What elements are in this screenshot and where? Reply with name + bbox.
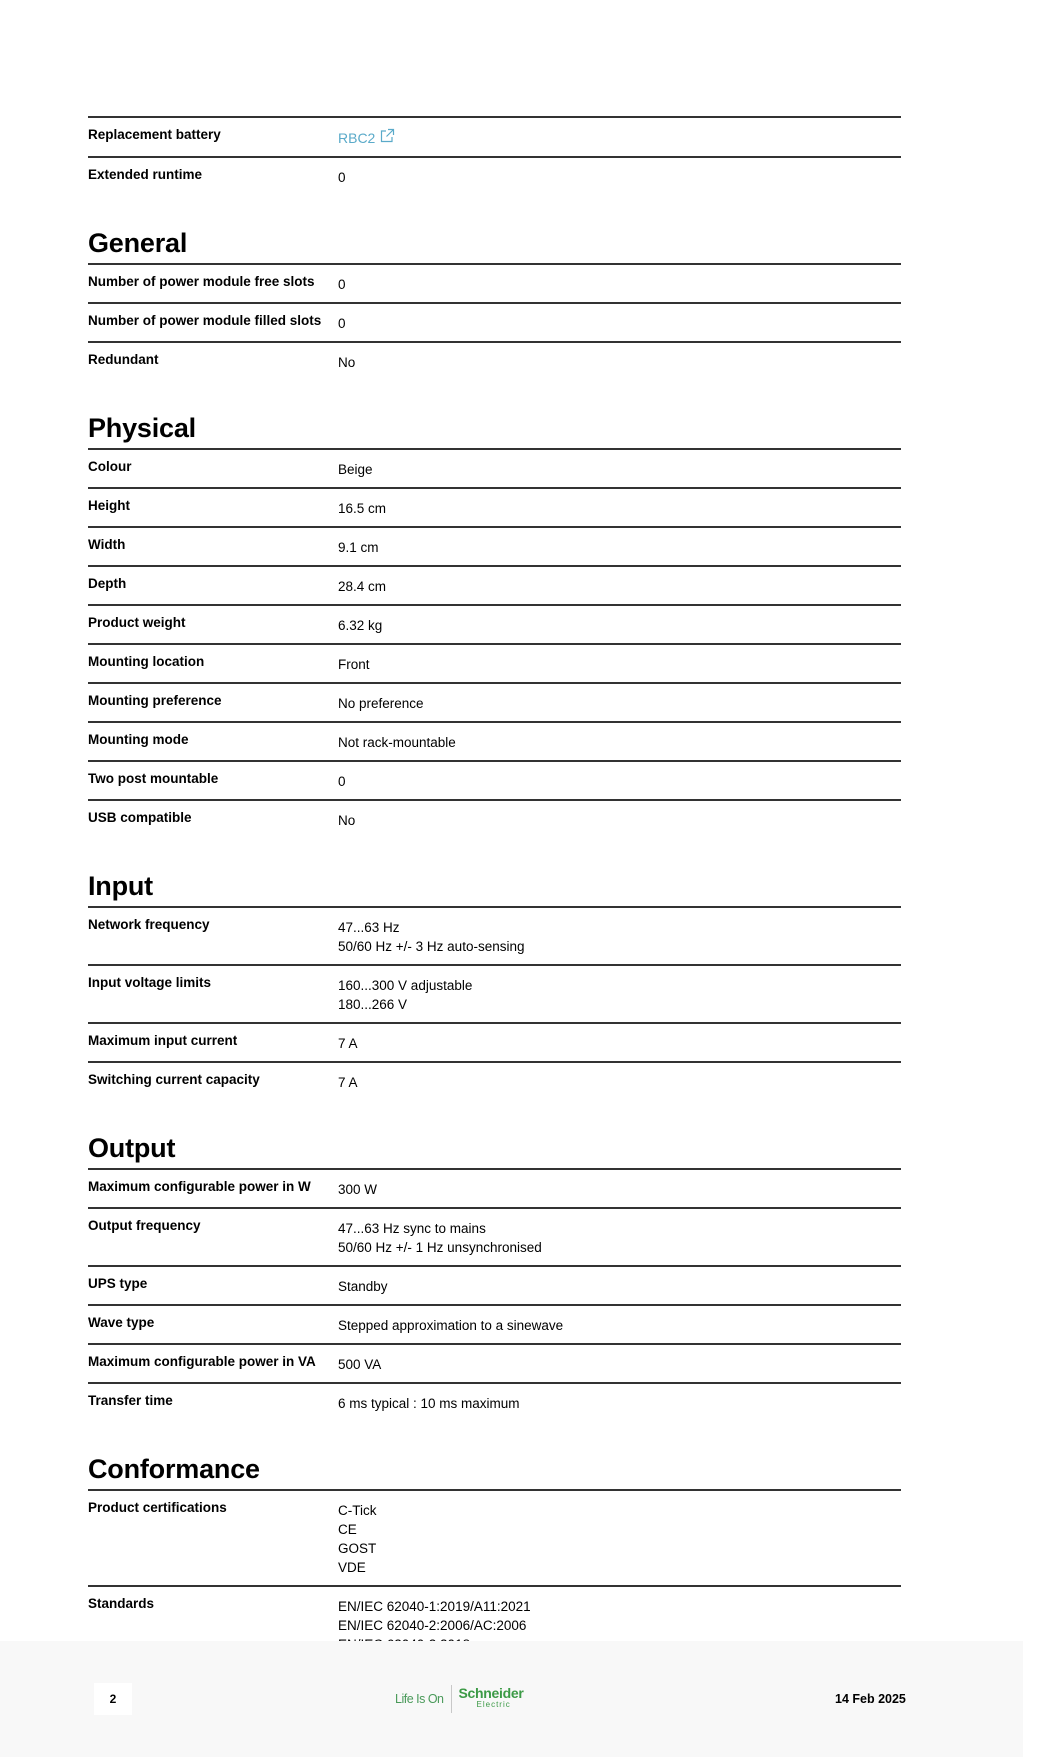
spec-value: 7 A (338, 1075, 358, 1090)
spec-value: Front (338, 657, 370, 672)
logo-brand (459, 1687, 524, 1711)
spec-label: Mounting mode (88, 732, 189, 747)
spec-value: GOST (338, 1541, 377, 1556)
spec-values (338, 733, 901, 752)
spec-values (338, 275, 901, 294)
spec-label: Replacement battery (88, 127, 221, 142)
spec-values (338, 1219, 901, 1257)
section-title: Conformance (88, 1454, 260, 1484)
spec-value: CE (338, 1522, 357, 1537)
spec-value: Not rack-mountable (338, 735, 456, 750)
spec-values (338, 168, 901, 187)
section-title: Physical (88, 413, 196, 443)
spec-values (338, 976, 901, 1014)
spec-label: Wave type (88, 1315, 155, 1330)
spec-label: Standards (88, 1596, 155, 1611)
spec-values (338, 1501, 901, 1577)
top-spec-table (88, 116, 901, 195)
spec-values (338, 314, 901, 333)
spec-values (338, 460, 901, 479)
spec-row (88, 1168, 901, 1207)
spec-row (88, 263, 901, 302)
page-number: 2 (94, 1683, 132, 1715)
spec-value: Beige (338, 462, 373, 477)
spec-value: 160...300 V adjustable (338, 978, 473, 993)
spec-values (338, 1355, 901, 1374)
spec-label: Colour (88, 459, 132, 474)
spec-values (338, 577, 901, 596)
spec-row (88, 1382, 901, 1421)
spec-row-extended-runtime (88, 156, 901, 195)
spec-section-general (88, 195, 901, 380)
spec-label: Product weight (88, 615, 186, 630)
spec-row (88, 906, 901, 964)
spec-value: 0 (338, 316, 346, 331)
spec-label: UPS type (88, 1276, 148, 1291)
spec-values (338, 1034, 901, 1053)
spec-value: EN/IEC 62040-1:2019/A11:2021 (338, 1599, 531, 1614)
spec-value: 500 VA (338, 1357, 382, 1372)
spec-label: Maximum input current (88, 1033, 238, 1048)
spec-value: 6 ms typical : 10 ms maximum (338, 1396, 520, 1411)
spec-value: 180...266 V (338, 997, 408, 1012)
section-title: Input (88, 871, 153, 901)
spec-table (88, 1489, 901, 1662)
spec-values (338, 538, 901, 557)
spec-label: Input voltage limits (88, 975, 212, 990)
spec-value: 0 (338, 277, 346, 292)
spec-value: 50/60 Hz +/- 1 Hz unsynchronised (338, 1240, 542, 1255)
spec-label: Mounting preference (88, 693, 222, 708)
spec-label: Mounting location (88, 654, 205, 669)
spec-row (88, 448, 901, 487)
spec-values (338, 694, 901, 713)
spec-row-replacement-battery (88, 116, 901, 156)
spec-label: Depth (88, 576, 127, 591)
logo-brand-name: Schneider (458, 1685, 524, 1701)
spec-values (338, 772, 901, 791)
spec-values (338, 128, 901, 148)
logo-tagline: Life Is On (395, 1692, 444, 1706)
spec-value: C-Tick (338, 1503, 377, 1518)
spec-values (338, 616, 901, 635)
spec-label: Number of power module free slots (88, 274, 315, 289)
spec-value: VDE (338, 1560, 366, 1575)
spec-row (88, 799, 901, 838)
spec-row (88, 565, 901, 604)
spec-label: Maximum configurable power in VA (88, 1354, 316, 1369)
spec-row (88, 487, 901, 526)
spec-values (338, 811, 901, 830)
spec-label: Maximum configurable power in W (88, 1179, 311, 1194)
spec-values (338, 1316, 901, 1335)
spec-value: Stepped approximation to a sinewave (338, 1318, 564, 1333)
spec-content (88, 116, 901, 1662)
logo-brand-sub: Electric (476, 1700, 511, 1709)
spec-value: 0 (338, 170, 346, 185)
spec-section-conformance (88, 1421, 901, 1662)
spec-section-input (88, 838, 901, 1100)
section-title: Output (88, 1133, 176, 1163)
spec-row (88, 526, 901, 565)
schneider-logo (395, 1684, 524, 1714)
spec-row (88, 721, 901, 760)
spec-values (338, 1180, 901, 1199)
spec-row (88, 643, 901, 682)
spec-row (88, 760, 901, 799)
section-title: General (88, 228, 188, 258)
replacement-battery-link[interactable] (338, 130, 395, 146)
spec-value: No preference (338, 696, 424, 711)
spec-values (338, 1277, 901, 1296)
external-link-icon (379, 128, 395, 144)
spec-values (338, 918, 901, 956)
spec-label: Transfer time (88, 1393, 173, 1408)
footer-date: 14 Feb 2025 (835, 1692, 906, 1706)
spec-value: 50/60 Hz +/- 3 Hz auto-sensing (338, 939, 525, 954)
spec-value: 7 A (338, 1036, 358, 1051)
spec-values (338, 655, 901, 674)
spec-row (88, 1489, 901, 1585)
spec-label: Number of power module filled slots (88, 313, 322, 328)
spec-label: Product certifications (88, 1500, 227, 1515)
page-footer (0, 1641, 1023, 1757)
spec-label: Height (88, 498, 130, 513)
spec-value: 16.5 cm (338, 501, 387, 516)
spec-values (338, 353, 901, 372)
spec-row (88, 341, 901, 380)
spec-row (88, 964, 901, 1022)
spec-label: Output frequency (88, 1218, 201, 1233)
spec-value: EN/IEC 62040-2:2006/AC:2006 (338, 1618, 527, 1633)
spec-row (88, 302, 901, 341)
spec-label: Width (88, 537, 126, 552)
spec-value: Standby (338, 1279, 388, 1294)
spec-value: 300 W (338, 1182, 378, 1197)
spec-values (338, 1394, 901, 1413)
spec-row (88, 1022, 901, 1061)
spec-value: No (338, 355, 356, 370)
spec-label: Extended runtime (88, 167, 203, 182)
spec-row (88, 1304, 901, 1343)
spec-section-physical (88, 380, 901, 838)
spec-value: 6.32 kg (338, 618, 383, 633)
spec-table (88, 906, 901, 1100)
spec-values (338, 1073, 901, 1092)
spec-row (88, 604, 901, 643)
spec-label: Network frequency (88, 917, 210, 932)
spec-label: Switching current capacity (88, 1072, 260, 1087)
spec-value: 28.4 cm (338, 579, 387, 594)
spec-value: 47...63 Hz (338, 920, 400, 935)
spec-row (88, 1061, 901, 1100)
spec-values (338, 499, 901, 518)
spec-row (88, 682, 901, 721)
spec-section-output (88, 1100, 901, 1421)
spec-row (88, 1265, 901, 1304)
spec-label: USB compatible (88, 810, 192, 825)
replacement-battery-link-text[interactable]: RBC2 (338, 130, 376, 146)
logo-divider (451, 1685, 452, 1713)
spec-sections (88, 195, 901, 1662)
spec-row (88, 1343, 901, 1382)
spec-row (88, 1207, 901, 1265)
spec-value: 47...63 Hz sync to mains (338, 1221, 486, 1236)
spec-label: Redundant (88, 352, 159, 367)
spec-table (88, 1168, 901, 1421)
spec-value: 0 (338, 774, 346, 789)
spec-table (88, 448, 901, 838)
spec-label: Two post mountable (88, 771, 219, 786)
spec-value: No (338, 813, 356, 828)
spec-table (88, 263, 901, 380)
spec-value: 9.1 cm (338, 540, 379, 555)
